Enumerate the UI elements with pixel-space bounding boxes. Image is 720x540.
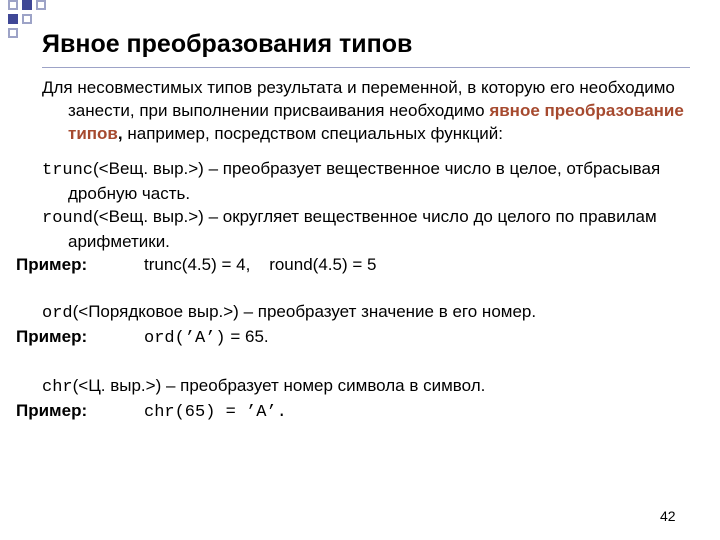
example-2-label: Пример: [16, 327, 88, 346]
round-definition [42, 205, 692, 253]
example-1-label: Пример: [16, 255, 88, 274]
example-1 [16, 253, 692, 276]
intro-text: Для несовместимых типов результата и переменной, в которую его необходимо занести, при выполнении присваивания необходимо [42, 78, 675, 120]
example-3-label: Пример: [16, 401, 88, 420]
page-number: 42 [660, 508, 676, 524]
round-desc: – округляет вещественное число до целого по правилам арифметики. [68, 207, 657, 251]
decor-square [8, 14, 18, 24]
title-divider [42, 67, 690, 68]
trunc-arg: (<Вещ. выр.>) [93, 159, 204, 178]
chr-desc: – преобразует номер символа в символ. [161, 376, 486, 395]
ord-desc: – преобразует значение в его номер. [238, 302, 537, 321]
ord-arg: (<Порядковое выр.>) [72, 302, 239, 321]
example-2-code: ord(’A’) [144, 329, 226, 348]
ord-func-name: ord [42, 304, 73, 323]
ord-definition [42, 300, 692, 325]
chr-definition [42, 374, 692, 399]
example-1-text: trunc(4.5) = 4, round(4.5) = 5 [144, 255, 377, 274]
example-3-result: = ’A’. [215, 403, 287, 422]
trunc-desc: – преобразует вещественное число в целое, отбрасывая дробную часть. [68, 159, 661, 203]
example-3 [16, 399, 692, 424]
example-3-code: chr(65) [144, 403, 216, 422]
round-func-name: round [42, 209, 94, 228]
decor-square [22, 0, 32, 10]
trunc-definition [42, 157, 692, 205]
round-arg: (<Вещ. выр.>) [93, 207, 204, 226]
intro-comma: , [117, 124, 123, 143]
decor-square [22, 14, 32, 24]
slide-content [16, 76, 692, 424]
intro-paragraph [42, 76, 692, 145]
trunc-func-name: trunc [42, 161, 94, 180]
chr-arg: (<Ц. выр.>) [72, 376, 162, 395]
decor-square [36, 0, 46, 10]
intro-text-after: например, посредством специальных функций: [122, 124, 504, 143]
example-2-result: = 65. [225, 327, 269, 346]
intro-highlight: явное преобразование типов [68, 101, 684, 143]
example-2 [16, 325, 692, 350]
chr-func-name: chr [42, 378, 73, 397]
decor-square [8, 28, 18, 38]
decor-square [8, 0, 18, 10]
slide-title: Явное преобразования типов [42, 30, 413, 58]
